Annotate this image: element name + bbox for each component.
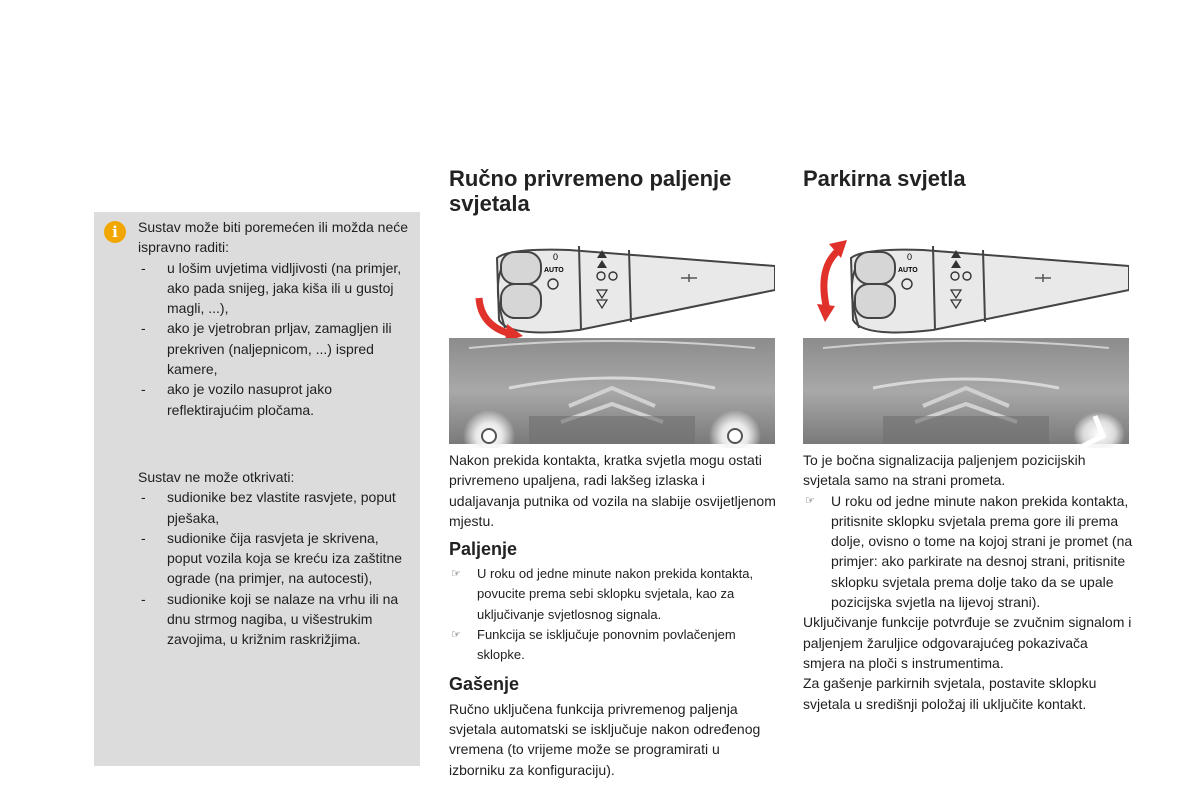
info-icon: i — [104, 221, 126, 243]
info-panel-list-2 — [138, 487, 414, 649]
subsection-title-off: Gašenje — [449, 673, 520, 694]
subsection-title-on: Paljenje — [449, 539, 518, 560]
push-arrow-icon — [824, 250, 839, 310]
hand-pointer-icon: ☞ — [451, 568, 461, 581]
parking-outro-2: Za gašenje parkirnih svjetala, postavite sklopku svjetala u središnji položaj ili uključite kontakt. — [803, 675, 1097, 712]
stalk-label-zero: 0 — [553, 252, 559, 262]
section-title-manual: Ručno privremeno paljenje svjetala — [449, 166, 732, 216]
parking-intro-text: To je bočna signalizacija paljenjem pozicijskih svjetala samo na strani prometa. — [803, 452, 1086, 489]
list-item: - sudionike čija rasvjeta je skrivena, poput vozila koja se kreću iza zaštitne ograde (na primjer, na autocesti), — [138, 528, 414, 589]
manual-off-text: Ručno uključena funkcija privremenog paljenja svjetala automatski se isključuje nakon određenog vremena (to vrijeme može se programirati u izborniku za konfiguraciju). — [449, 700, 761, 778]
manual-intro-text: Nakon prekida kontakta, kratka svjetla mogu ostati privremeno upaljena, radi lakšeg izlaska i udaljavanja putnika od vozila na slabije osvijetljenom mjestu. — [449, 452, 776, 529]
list-item: - sudionike koji se nalaze na vrhu ili na dnu strmog nagiba, u višestrukim zavojima, u križnim raskrižjima. — [138, 589, 414, 650]
list-item: - u lošim uvjetima vidljivosti (na primjer, ako pada snijeg, jaka kiša ili u gustoj magli, ...), — [138, 258, 414, 319]
section-title-parking: Parkirna svjetla — [803, 166, 966, 191]
section-parking-lights — [803, 166, 1133, 714]
hand-pointer-icon: ☞ — [451, 629, 461, 642]
illustration-stalk-push — [803, 238, 1129, 448]
list-item: - ako je vjetrobran prljav, zamagljen ili prekriven (naljepnicom, ...) ispred kamere, — [138, 318, 414, 379]
hand-pointer-icon: ☞ — [805, 494, 815, 507]
manual-on-list — [449, 564, 779, 665]
info-panel-list-1 — [138, 258, 414, 420]
info-panel-block-2 — [138, 467, 414, 650]
info-panel-block-1 — [138, 217, 414, 420]
stalk-label-auto: AUTO — [544, 267, 564, 274]
stalk-parking-illustration — [803, 238, 1129, 448]
section-manual-lighting — [449, 166, 779, 780]
list-item-text: U roku od jedne minute nakon prekida kontakta, pritisnite sklopku svjetala prema gore ili prema dolje, ovisno o tome na kojoj strani je promet (na primjer: ako parkirate na desnoj strani, pritisnite sklopku svjetala prema dolje tako da se upale pozicijska svjetla na lijevoj strani). — [831, 492, 1133, 611]
info-panel-intro-1: Sustav može biti poremećen ili možda neće ispravno raditi: — [138, 219, 409, 256]
list-item — [803, 491, 1133, 613]
stalk-headlights-illustration — [449, 238, 775, 448]
list-item — [449, 625, 779, 666]
parking-list — [803, 491, 1133, 613]
info-panel-intro-2: Sustav ne može otkrivati: — [138, 469, 295, 485]
list-item: - sudionike bez vlastite rasvjete, poput pješaka, — [138, 487, 414, 528]
parking-outro-1: Uključivanje funkcije potvrđuje se zvučnim signalom i paljenjem žaruljice odgovarajućeg pokazivača smjera na ploči s instrumentima. — [803, 614, 1132, 671]
stalk-label-zero: 0 — [907, 252, 913, 262]
list-item: - ako je vozilo nasuprot jako reflektirajućim pločama. — [138, 379, 414, 420]
list-item-text: Funkcija se isključuje ponovnim povlačenjem sklopke. — [477, 627, 736, 663]
stalk-label-auto: AUTO — [898, 267, 918, 274]
illustration-stalk-pull — [449, 238, 775, 448]
list-item-text: U roku od jedne minute nakon prekida kontakta, povucite prema sebi sklopku svjetala, kao za uključivanje svjetlosnog signala. — [477, 566, 754, 622]
list-item — [449, 564, 779, 625]
